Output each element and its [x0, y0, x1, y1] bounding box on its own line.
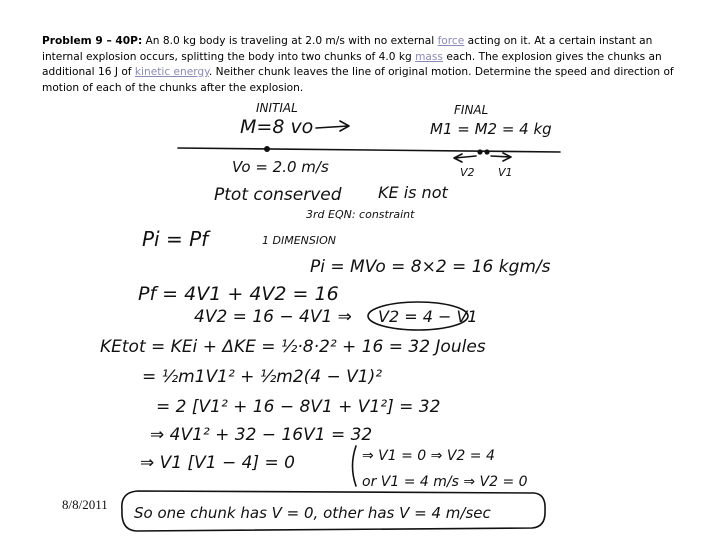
solution-brace — [353, 446, 357, 486]
conclusion: So one chunk has V = 0, other has V = 4 m/sec — [134, 504, 491, 522]
mass-link[interactable]: mass — [415, 50, 443, 63]
expanded-equation: = 2 [V1² + 16 − 8V1 + V1²] = 32 — [156, 397, 441, 417]
initial-body-dot — [264, 146, 270, 152]
problem-label: Problem 9 – 40P: — [42, 35, 143, 47]
final-v2-label: V2 — [460, 166, 475, 179]
initial-mass: M=8 vo — [240, 116, 314, 138]
factored-equation: ⇒ V1 [V1 − 4] = 0 — [140, 453, 295, 473]
problem-text-1: An 8.0 kg body is traveling at 2.0 m/s with no external — [142, 35, 438, 47]
extra-constraint: 3rd EQN: constraint — [306, 208, 415, 221]
simplified-equation: ⇒ 4V1² + 32 − 16V1 = 32 — [150, 425, 373, 445]
initial-label: INITIAL — [256, 101, 298, 115]
final-v1-label: V1 — [498, 166, 513, 179]
solve-v2: 4V2 = 16 − 4V1 ⇒ — [194, 307, 352, 327]
force-link[interactable]: force — [437, 35, 465, 47]
initial-momentum: Pi = MVo = 8×2 = 16 kgm/s — [310, 257, 551, 277]
kinetic-energy-substitution: = ½m1V1² + ½m2(4 − V1)² — [142, 367, 383, 387]
v2-arrow — [454, 154, 476, 162]
motion-line — [178, 148, 560, 152]
one-dimension: 1 DIMENSION — [262, 234, 336, 247]
solution-b: or V1 = 4 m/s ⇒ V2 = 0 — [362, 474, 528, 490]
chunk-2-dot — [477, 149, 482, 154]
problem-text-3: each. The explosion gives the chunks an additional 16 J of — [42, 50, 662, 78]
v2-result: V2 = 4 − V1 — [378, 307, 478, 326]
problem-text-2: acting on it. At a certain instant an internal explosion occurs, splitting the body into two chunks of 4.0 kg — [42, 35, 653, 63]
initial-velocity-arrow — [316, 121, 349, 131]
problem-text-4: . Neither chunk leaves the line of original motion. Determine the speed and direction of motion of each of the chunks after the explosion. — [42, 66, 674, 94]
chunk-1-dot — [484, 149, 489, 154]
momentum-conserved: Ptot conserved — [214, 185, 342, 205]
final-momentum-equation: Pf = 4V1 + 4V2 = 16 — [138, 283, 339, 305]
final-mass: M1 = M2 = 4 kg — [430, 120, 552, 138]
solution-a: ⇒ V1 = 0 ⇒ V2 = 4 — [362, 448, 495, 464]
pi-equals-pf: Pi = Pf — [142, 227, 209, 251]
initial-speed: Vo = 2.0 m/s — [232, 158, 329, 176]
slide-date: 8/8/2011 — [62, 497, 108, 512]
kinetic-energy-link[interactable]: kinetic energy — [134, 66, 209, 78]
ke-not-conserved: KE is not — [378, 183, 448, 202]
final-label: FINAL — [454, 103, 489, 117]
kinetic-energy-equation: KEtot = KEi + ΔKE = ½·8·2² + 16 = 32 Joules — [100, 337, 486, 357]
v1-arrow — [491, 153, 511, 161]
